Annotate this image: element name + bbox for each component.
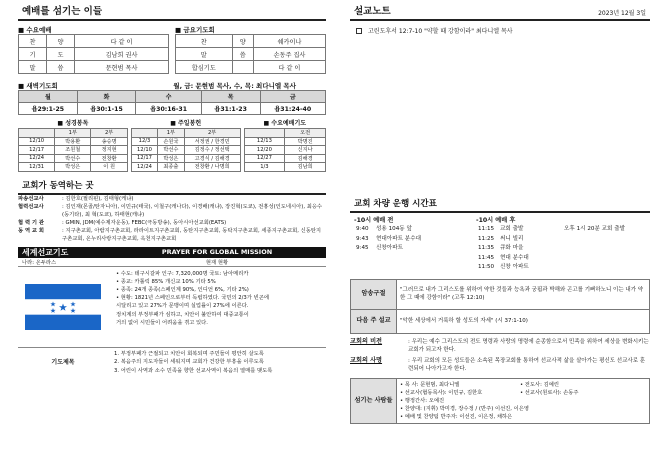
bus-schedule: -10시 예배 전 9:40 성용 104동 앞 9:43 현대아파트 분수대 9:45 신창아파트 -10시 예배 후 11:15 교회 출발 오후 1시 20분 교회 출발 11:25 써니 빌리 11:35 큐화 마을 11:45 현대 분수대 11:50 신창 아파트: [354, 217, 626, 270]
mission-subheader: 나라: 온두라스 현재 현황: [18, 258, 326, 267]
dawn-note: 월, 금: 문현범 목사, 수, 목: 최다니엘 목사: [173, 82, 296, 90]
worship-tables: [18, 22, 326, 74]
wed-prayer-table: 오전 12/13 박명진 12/20 신지나 12/27 김해경 1/3 김남희: [244, 128, 326, 172]
dawn-header: ■ 새벽기도회 월, 금: 문현범 목사, 수, 목: 최다니엘 목사: [18, 82, 296, 90]
sermon-note-header: [350, 0, 650, 21]
friday-label: ■ 금요기도회: [175, 26, 215, 34]
sunday-table: 찬 양 다 같 이 기 도 김남희 권사 말 씀 문현범 목사: [18, 34, 169, 74]
wed-prayer-label: ■ 수요예배기도: [263, 120, 307, 127]
partners-section: [18, 176, 326, 243]
bible-label: ■ 성경봉독: [57, 120, 89, 127]
mission-prayer: 기도제목 1. 부정부패가 근절되고 치안이 회복되며 주민들이 평안히 살도록 2. 복음주의 지도자들이 세워지며 교회가 건강한 부흥을 이루도록 3. 어린이 사역과 소수 민족을 향한 선교사역이 복음의 열매를 맺도록: [18, 347, 326, 376]
vision-section: 교회의 비전 : 우리는 예수 그리스도의 전도 명령과 사랑의 명령에 순종함으로서 민족을 위하여 세상을 변화시키는 교회가 되고자 한다. 교회의 사명 : 우리 교회의 모든 성도들은 소속된 목장교회를 통하여 선교사적 삶을 살아가는 평신도 선교사로 훈련되어 나아가고자 한다.: [350, 337, 649, 372]
partners-title: 교회가 동역하는 곳: [18, 176, 326, 195]
sermon-line: 고린도후서 12:7-10 "약할 때 강함이라" 최다니엘 목사: [350, 26, 650, 35]
rotation-tables: [18, 118, 326, 172]
right-column: [350, 0, 650, 424]
verse-table: 암송구절 "그러므로 내가 그리스도를 위하여 약한 것들과 능욕과 궁핍과 박해와 곤고를 기뻐하노니 이는 내가 약한 그 때에 강함이라" (고후 12:10) 다음 주 설교 "악한 세상에서 거룩하 할 성도의 자세" (시 37:1-10): [350, 279, 650, 334]
offering-table: 1부 2부 12/3 손원국 서정권 / 한경민 12/10 박선수 김정수 / 정선택 12/17 박성은 고경식 / 김해경 12/24 최종출 전창환 / 나명희: [131, 128, 241, 172]
partner-row: 파송선교사 : 김한호(필리핀), 김태형(케냐): [18, 195, 134, 202]
bible-table: 1부 2부 12/10 박용환 송승명 12/17 조원철 정지현 12/24 박선수 전창환 12/31 박성은 이 원: [18, 128, 128, 172]
partner-row: 협 력 기 관 : GMIN, JDM(예수제자운동), FEBC(극동방송), 동아시아선교회(EATS): [18, 219, 227, 226]
servers-table: 섬기는 사람들 • 목 사: 문현범, 최다니엘 • 전도사: 김예린 • 선교사(협동목사): 이민규, 김한호 • 선교사(원로사): 손동주 • 행정간사: 오예진 • 찬양대: (지휘) 박미경, 장수정 / (반주) 이선진, 이은영 • 예배 및 찬양팀 반주자: 이선진, 이은정, 채하은: [350, 378, 650, 424]
partner-row: 동 역 교 회 : 지구촌교회, 아랍지구촌교회, 라라이트지구촌교회, 동탄지구촌교회, 동탁지구촌교회, 세종지구촌교회, 신동탄지구촌교회, 온누리사랑지구촌교회, 옥천지구촌교회: [18, 227, 322, 242]
sunday-label: ■ 수요예배: [18, 26, 52, 34]
friday-table: 찬 양 쉐카이나 말 씀 손동주 집사 합심기도 다 같 이: [175, 34, 326, 74]
partner-row: 협력선교사 : 김인재(몬골/탄자니아), 이민규(태국), 이철구(캐나다), 이경배(캐냐), 장진혁(도쿄), 전홍성(인도네시아), 최응수(동기타), 최 혁(도쿄), 하태현(캐냐): [18, 203, 323, 218]
honduras-flag-icon: [18, 267, 108, 347]
mission-facts: • 수도: 테구시갈파 인구: 7,320,000명 국토: 남아메리카 • 종교: 카톨릭 85% 개신교 10% 기타 5% • 종족: 24개 종족(스페인계 90%, 인디언 6%, 기타 2%) • 현황: 1821년 스페인으로부터 독립하였다. 국민의 2/3가 빈곤에 시달리고 있고 27%가 문맹이며 실업률이 27%에 이른다. 정치계의 부정부패가 심하고, 치안이 불안하여 대중교통이 거의 없어 시민들이 어려움을 겪고 있다.: [116, 270, 269, 326]
bus-schedule-title: 교회 차량 운행 시간표: [350, 195, 650, 213]
left-column: [18, 0, 326, 375]
bulletin-date: 2023년 12월 3일: [598, 10, 646, 17]
mission-body: [18, 267, 326, 347]
checkbox-icon: [356, 28, 362, 34]
offering-label: ■ 주일봉헌: [170, 120, 202, 127]
worship-servers-title: 예배를 섬기는 이들: [18, 0, 326, 21]
sermon-note-title: 설교노트: [354, 6, 391, 17]
dawn-table: 월 화 수 목 금 욥29:1-25 욥30:1-15 욥30:16-31 욥31:1-23 욥31:24-40: [18, 90, 326, 115]
mission-header: 세계선교기도 PRAYER FOR GLOBAL MISSION: [18, 247, 326, 258]
